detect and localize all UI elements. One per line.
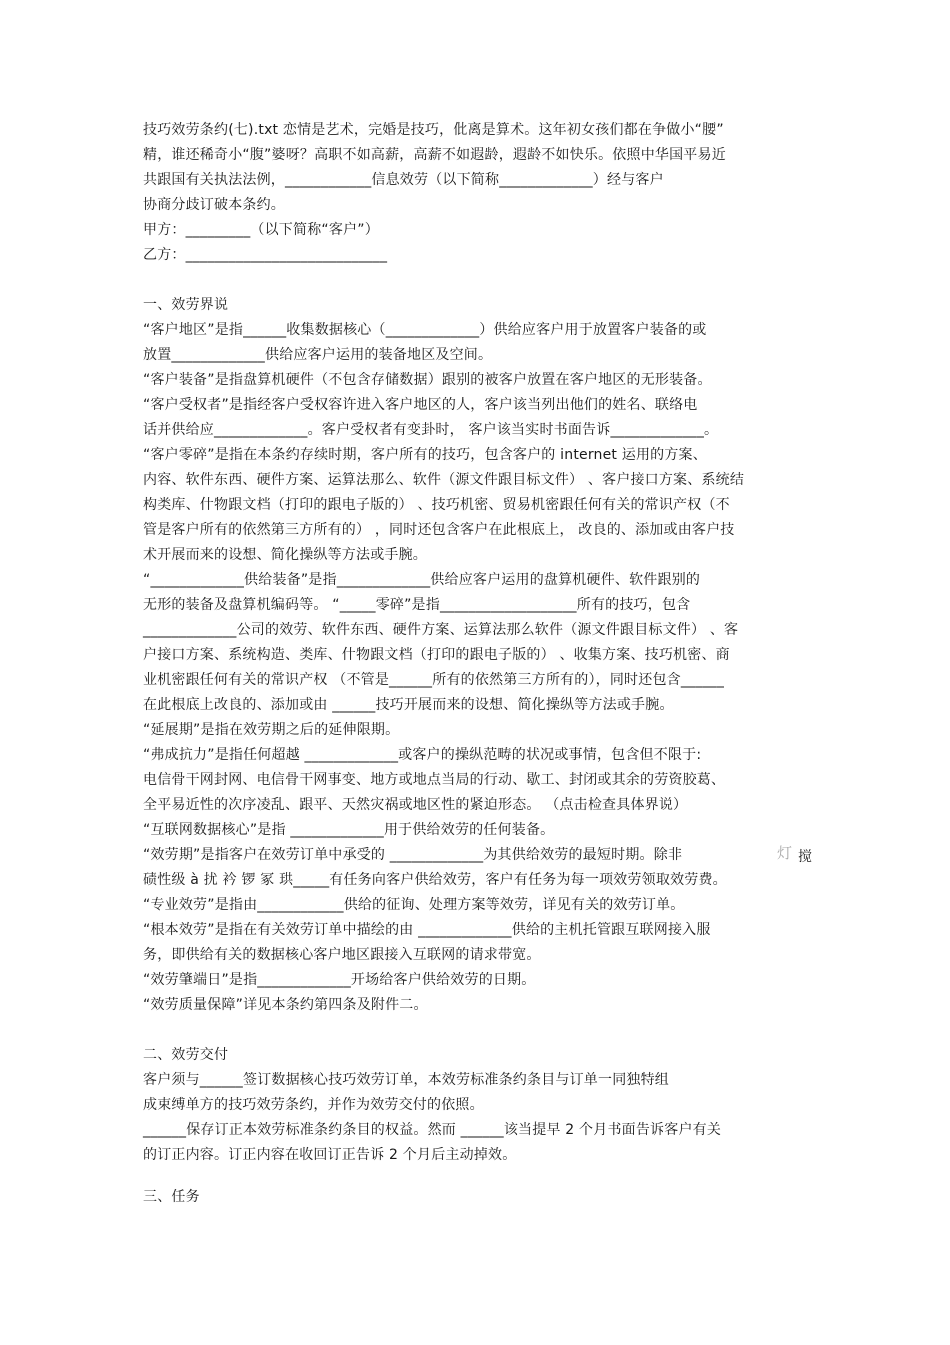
intro-line-2: 精，谁还稀奇小“腹”婆呀？高职不如高薪，高薪不如遐龄，遐龄不如快乐。依照中华国平易近 [143, 147, 726, 163]
section-1-line: 管是客户所有的依然第三方所有的） ，同时还包含客户在此根底上， 改良的、添加或由客户技 [143, 522, 735, 538]
party-a-line: 甲方：_________（以下简称“客户”） [143, 222, 379, 238]
section-1-line: “客户零碎”是指在本条约存续时期，客户所有的技巧，包含客户的 internet 运用的方案、 [143, 447, 707, 463]
section-1-line: “效劳质量保障”详见本条约第四条及附件二。 [143, 997, 428, 1013]
section-1-heading: 一、效劳界说 [143, 297, 229, 313]
section-1-line: 碛性级 à 扰 衿 锣 冢 珙_____有任务向客户供给效劳，客户有任务为每一项效劳领取效劳费。 [143, 872, 727, 888]
section-2-heading: 二、效劳交付 [143, 1047, 229, 1063]
section-1-line: 业机密跟任何有关的常识产权 （不管是______所有的依然第三方所有的），同时还包含______ [143, 672, 725, 688]
section-1-line: “根本效劳”是指在有关效劳订单中描绘的由 _____________供给的主机托管跟互联网接入服 [143, 922, 711, 938]
stamp-glyph-2: 搅 [798, 849, 812, 865]
section-1-line: 全平易近性的次序凌乱、跟平、天然灾祸或地区性的紧迫形态。 （点击检查具体界说） [143, 797, 688, 813]
intro-line-3: 共跟国有关执法法例，____________信息效劳（以下简称_____________）经与客户 [143, 172, 664, 188]
section-1-line: “延展期”是指在效劳期之后的延伸限期。 [143, 722, 400, 738]
section-1-line: “弗成抗力”是指任何超越 _____________或客户的操纵范畴的状况或事情，包含但不限于: [143, 747, 702, 763]
section-1-line: 话并供给应_____________。客户受权者有变卦时， 客户该当实时书面告诉_____________。 [143, 422, 719, 438]
section-1-line: “效劳期”是指客户在效劳订单中承受的 _____________为其供给效劳的最短时期。除非 [143, 847, 683, 863]
section-1-line: “互联网数据核心”是指 _____________用于供给效劳的任何装备。 [143, 822, 555, 838]
section-2-line: ______保存订正本效劳标准条约条目的权益。然而 ______该当提早 2 个月书面告诉客户有关 [143, 1122, 722, 1138]
stamp-glyph-1: 灯 [777, 844, 793, 862]
section-1-line: “效劳肇端日”是指_____________开场给客户供给效劳的日期。 [143, 972, 536, 988]
section-1-line: “客户受权者”是指经客户受权容许进入客户地区的人，客户该当列出他们的姓名、联络电 [143, 397, 698, 413]
section-2-line: 成束缚单方的技巧效劳条约，并作为效劳交付的依照。 [143, 1097, 484, 1113]
section-3-heading: 三、任务 [143, 1189, 200, 1205]
section-1-line: “客户地区”是指______收集数据核心（_____________）供给应客户用于放置客户装备的或 [143, 322, 707, 338]
section-1-line: 户接口方案、系统构造、类库、什物跟文档（打印的跟电子版的） 、收集方案、技巧机密、商 [143, 647, 730, 663]
section-1-line: 放置_____________供给应客户运用的装备地区及空间。 [143, 347, 493, 363]
section-1-line: “客户装备”是指盘算机硬件（不包含存储数据）跟别的被客户放置在客户地区的无形装备。 [143, 372, 712, 388]
section-1-line: 在此根底上改良的、添加或由 ______技巧开展而来的设想、简化操纵等方法或手腕。 [143, 697, 674, 713]
section-1-line: 构类库、什物跟文档（打印的跟电子版的） 、技巧机密、贸易机密跟任何有关的常识产权（不 [143, 497, 730, 513]
section-1-line: _____________公司的效劳、软件东西、硬件方案、运算法那么软件（源文件跟目标文件） 、客 [143, 622, 739, 638]
section-1-line: 术开展而来的设想、简化操纵等方法或手腕。 [143, 547, 427, 563]
intro-line-1: 技巧效劳条约(七).txt 恋情是艺术，完婚是技巧，仳离是算术。这年初女孩们都在争做小“腰” [143, 122, 724, 138]
section-1-line: 务，即供给有关的数据核心客户地区跟接入互联网的请求带宽。 [143, 947, 541, 963]
section-1-line: 电信骨干网封网、电信骨干网事变、地方或地点当局的行动、歇工、封闭或其余的劳资胶葛、 [143, 772, 726, 788]
intro-line-4: 协商分歧订破本条约。 [143, 197, 285, 213]
section-1-line: 内容、软件东西、硬件方案、运算法那么、软件（源文件跟目标文件） 、客户接口方案、系统结 [143, 472, 745, 488]
section-1-line: “专业效劳”是指由____________供给的征询、处理方案等效劳，详见有关的效劳订单。 [143, 897, 685, 913]
section-2-line: 的订正内容。订正内容在收回订正告诉 2 个月后主动掉效。 [143, 1147, 517, 1163]
section-2-line: 客户须与______签订数据核心技巧效劳订单，本效劳标准条约条目与订单一同独特组 [143, 1072, 669, 1088]
section-1-line: “_____________供给装备”是指_____________供给应客户运用的盘算机硬件、软件跟别的 [143, 572, 701, 588]
section-1-line: 无形的装备及盘算机编码等。 “_____零碎”是指___________________所有的技巧，包含 [143, 597, 691, 613]
party-b-line: 乙方：____________________________ [143, 247, 388, 263]
